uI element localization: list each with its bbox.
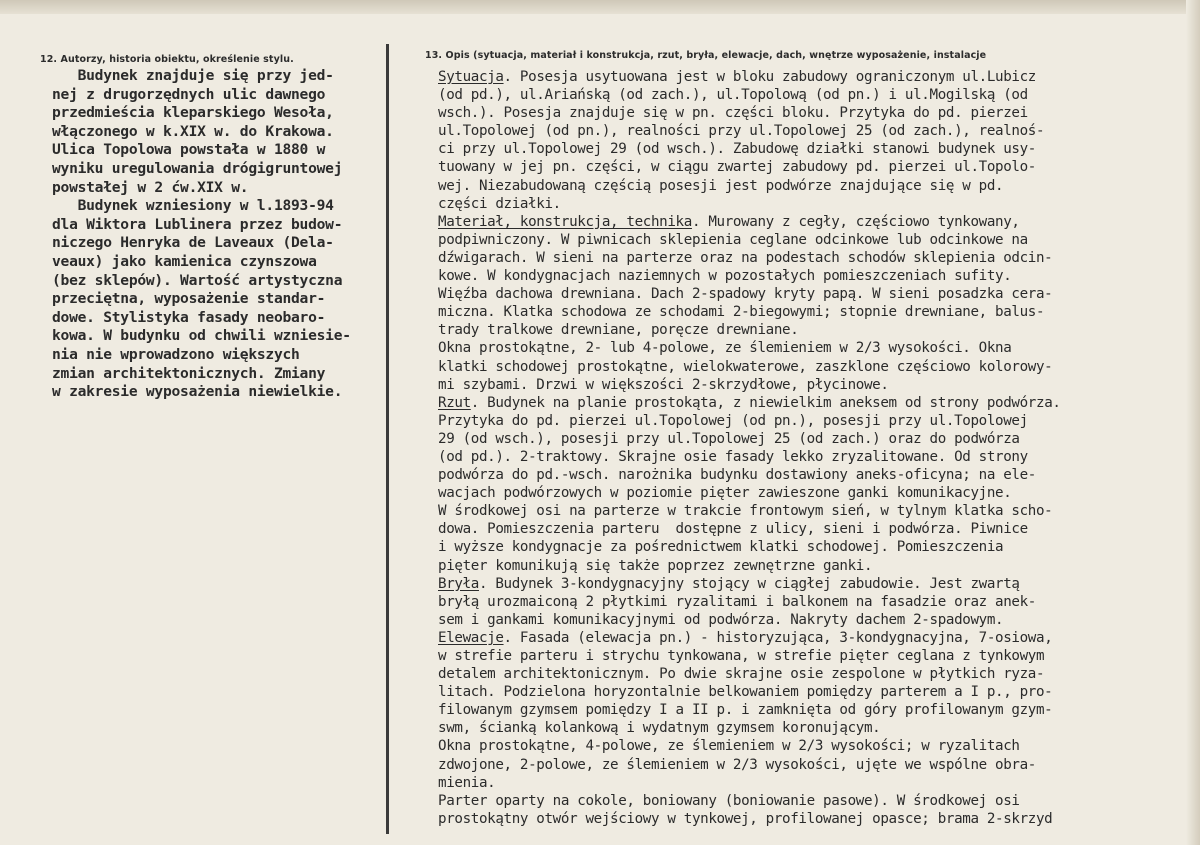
line-text: zdwojone, 2-polowe, ze ślemieniem w 2/3 wysokości, ujęte we wspólne obra- bbox=[438, 756, 1036, 773]
text-line bbox=[438, 213, 1061, 231]
text-line bbox=[438, 520, 1061, 538]
text-line bbox=[438, 593, 1061, 611]
text-line: włączonego w k.XIX w. do Krakowa. bbox=[52, 122, 334, 140]
text-line bbox=[438, 68, 1061, 86]
text-line: przedmieścia kleparskiego Wesoła, bbox=[52, 104, 334, 122]
text-line: Budynek wzniesiony w l.1893-94 bbox=[52, 197, 334, 215]
text-line bbox=[438, 376, 1061, 394]
text-line bbox=[438, 737, 1061, 755]
column-divider bbox=[386, 44, 389, 834]
text-line bbox=[438, 177, 1061, 195]
text-line bbox=[438, 430, 1061, 448]
text-line bbox=[438, 140, 1061, 158]
page-top-edge bbox=[0, 0, 1200, 14]
section-12-text bbox=[52, 67, 351, 402]
text-line bbox=[438, 285, 1061, 303]
line-text: klatki schodowej prostokątne, wielokwaterowe, zaszklone częściowo kolorowy- bbox=[438, 358, 1053, 375]
text-line bbox=[438, 683, 1061, 701]
text-line bbox=[438, 719, 1061, 737]
page-right-edge bbox=[1186, 0, 1200, 845]
section-13-header: 13. Opis (sytuacja, materiał i konstrukcja, rzut, bryła, elewacje, dach, wnętrze wyposażenie, instalacje bbox=[425, 50, 987, 61]
text-line bbox=[438, 158, 1061, 176]
line-text: dźwigarach. W sieni na parterze oraz na podestach schodów sklepienia odcin- bbox=[438, 249, 1053, 266]
section-heading: Materiał, konstrukcja, technika bbox=[438, 213, 692, 230]
line-text: sem i gankami komunikacyjnymi od podwórza. Nakryty dachem 2-spadowym. bbox=[438, 611, 1004, 628]
text-line bbox=[438, 810, 1061, 828]
text-line bbox=[438, 756, 1061, 774]
line-text: prostokątny otwór wejściowy w tynkowej, profilowanej opasce; brama 2-skrzyd bbox=[438, 810, 1053, 827]
text-line bbox=[438, 792, 1061, 810]
text-line bbox=[438, 86, 1061, 104]
line-text: Przytyka do pd. pierzei ul.Topolowej (od pn.), posesji przy ul.Topolowej bbox=[438, 412, 1028, 429]
section-13-text bbox=[438, 68, 1061, 828]
text-line bbox=[438, 394, 1061, 412]
text-line: powstałej w 2 ćw.XIX w. bbox=[52, 178, 249, 196]
line-text: . Murowany z cegły, częściowo tynkowany, bbox=[691, 213, 1020, 230]
line-text: kowe. W kondygnacjach naziemnych w pozostałych pomieszczeniach sufity. bbox=[438, 268, 1012, 285]
line-text: dowa. Pomieszczenia parteru dostępne z ulicy, sieni i podwórza. Piwnice bbox=[438, 521, 1028, 538]
text-line bbox=[438, 575, 1061, 593]
text-line bbox=[438, 502, 1061, 520]
line-text: wej. Niezabudowaną częścią posesji jest podwórze znajdujące się w pd. bbox=[438, 177, 1004, 194]
text-line bbox=[438, 774, 1061, 792]
text-line bbox=[438, 249, 1061, 267]
section-heading: Rzut bbox=[438, 394, 471, 411]
line-text: detalem architektonicznym. Po dwie skrajne osie zespolone w płytkich ryza- bbox=[438, 666, 1045, 683]
line-text: mienia. bbox=[438, 774, 496, 791]
line-text: Okna prostokątne, 4-polowe, ze ślemieniem w 2/3 wysokości; w ryzalitach bbox=[438, 738, 1020, 755]
text-line bbox=[438, 557, 1061, 575]
text-line bbox=[438, 647, 1061, 665]
line-text: i wyższe kondygnacje za pośrednictwem klatki schodowej. Pomieszczenia bbox=[438, 539, 1004, 556]
line-text: w strefie parteru i strychu tynkowana, w strefie pięter ceglana z tynkowym bbox=[438, 648, 1045, 664]
text-line: nej z drugorzędnych ulic dawnego bbox=[52, 85, 326, 103]
text-line: wyniku uregulowania drógigruntowej bbox=[52, 159, 343, 177]
line-text: Okna prostokątne, 2- lub 4-polowe, ze ślemieniem w 2/3 wysokości. Okna bbox=[438, 340, 1012, 357]
text-line bbox=[438, 231, 1061, 249]
line-text: bryłą urozmaiconą 2 płytkimi ryzalitami i balkonem na fasadzie oraz anek- bbox=[438, 593, 1036, 610]
line-text: (od pd.), ul.Ariańską (od zach.), ul.Topolową (od pn.) i ul.Mogilską (od bbox=[438, 87, 1028, 104]
text-line: veaux) jako kamienica czynszowa bbox=[52, 252, 317, 270]
line-text: miczna. Klatka schodowa ze schodami 2-biegowymi; stopnie drewniane, balus- bbox=[438, 304, 1045, 321]
text-line bbox=[438, 104, 1061, 122]
line-text: podwórza do pd.-wsch. narożnika budynku dostawiony aneks-oficyna; na ele- bbox=[438, 467, 1036, 484]
line-text: (od pd.). 2-traktowy. Skrajne osie fasady lekko zryzalitowane. Od strony bbox=[438, 448, 1028, 465]
line-text: wsch.). Posesja znajduje się w pn. części bloku. Przytyka do pd. pierzei bbox=[438, 105, 1028, 122]
line-text: Więźba dachowa drewniana. Dach 2-spadowy kryty papą. W sieni posadzka cera- bbox=[438, 286, 1053, 303]
text-line bbox=[438, 267, 1061, 285]
text-line: w zakresie wyposażenia niewielkie. bbox=[52, 383, 343, 401]
text-line: dowe. Stylistyka fasady neobaro- bbox=[52, 308, 326, 326]
text-line bbox=[438, 195, 1061, 213]
line-text: 29 (od wsch.), posesji przy ul.Topolowej 25 (od zach.) oraz do podwórza bbox=[438, 430, 1020, 447]
line-text: trady tralkowe drewniane, poręcze drewniane. bbox=[438, 322, 799, 339]
line-text: części działki. bbox=[438, 195, 561, 212]
text-line bbox=[438, 339, 1061, 357]
section-heading: Sytuacja bbox=[438, 69, 504, 85]
text-line bbox=[438, 629, 1061, 647]
text-line: niczego Henryka de Laveaux (Dela- bbox=[52, 234, 334, 252]
text-line bbox=[438, 538, 1061, 556]
text-line bbox=[438, 321, 1061, 339]
line-text: ci przy ul.Topolowej 29 (od wsch.). Zabudowę działki stanowi budynek usy- bbox=[438, 141, 1036, 158]
line-text: . Posesja usytuowana jest w bloku zabudowy ograniczonym ul.Lubicz bbox=[503, 69, 1037, 85]
line-text: . Fasada (elewacja pn.) - historyzująca, 3-kondygnacyjna, 7-osiowa, bbox=[503, 629, 1053, 646]
text-line bbox=[438, 412, 1061, 430]
line-text: tuowany w jej pn. części, w ciągu zwartej zabudowy pd. pierzei ul.Topolo- bbox=[438, 159, 1036, 176]
text-line: kowa. W budynku od chwili wzniesie- bbox=[52, 327, 351, 345]
line-text: W środkowej osi na parterze w trakcie frontowym sień, w tylnym klatka scho- bbox=[438, 503, 1053, 520]
text-line: Budynek znajduje się przy jed- bbox=[52, 67, 334, 84]
line-text: wacjach podwórzowych w poziomie pięter zawieszone ganki komunikacyjne. bbox=[438, 485, 1012, 502]
line-text: swm, ścianką kolankową i wydatnym gzymsem koronującym. bbox=[438, 720, 881, 737]
text-line: nia nie wprowadzono większych bbox=[52, 345, 300, 363]
text-line bbox=[438, 665, 1061, 683]
line-text: podpiwniczony. W piwnicach sklepienia ceglane odcinkowe lub odcinkowe na bbox=[438, 231, 1028, 248]
line-text: . Budynek na planie prostokąta, z niewielkim aneksem od strony podwórza. bbox=[470, 394, 1061, 411]
text-line bbox=[438, 611, 1061, 629]
line-text: filowanym gzymsem pomiędzy I a II p. i zamknięta od góry profilowanym gzym- bbox=[438, 702, 1053, 719]
line-text: ul.Topolowej (od pn.), realności przy ul.Topolowej 25 (od zach.), realnoś- bbox=[438, 123, 1045, 140]
line-text: pięter komunikują się także poprzez zewnętrzne ganki. bbox=[438, 557, 873, 574]
section-heading: Elewacje bbox=[438, 629, 504, 646]
text-line: (bez sklepów). Wartość artystyczna bbox=[52, 271, 343, 289]
text-line bbox=[438, 303, 1061, 321]
text-line: Ulica Topolowa powstała w 1880 w bbox=[52, 141, 326, 159]
text-line bbox=[438, 448, 1061, 466]
text-line bbox=[438, 484, 1061, 502]
section-12-header: 12. Autorzy, historia obiektu, określenie stylu. bbox=[40, 54, 294, 65]
text-line bbox=[438, 466, 1061, 484]
text-line: przeciętna, wyposażenie standar- bbox=[52, 290, 326, 308]
line-text: mi szybami. Drzwi w większości 2-skrzydłowe, płycinowe. bbox=[438, 376, 889, 393]
text-line bbox=[438, 122, 1061, 140]
line-text: litach. Podzielona horyzontalnie belkowaniem pomiędzy parterem a I p., pro- bbox=[438, 684, 1053, 701]
text-line bbox=[438, 358, 1061, 376]
text-line: dla Wiktora Lublinera przez budow- bbox=[52, 215, 343, 233]
text-line bbox=[438, 701, 1061, 719]
section-heading: Bryła bbox=[438, 575, 479, 592]
line-text: Parter oparty na cokole, boniowany (boniowanie pasowe). W środkowej osi bbox=[438, 792, 1020, 809]
line-text: . Budynek 3-kondygnacyjny stojący w ciągłej zabudowie. Jest zwartą bbox=[478, 575, 1020, 592]
text-line: zmian architektonicznych. Zmiany bbox=[52, 364, 326, 382]
